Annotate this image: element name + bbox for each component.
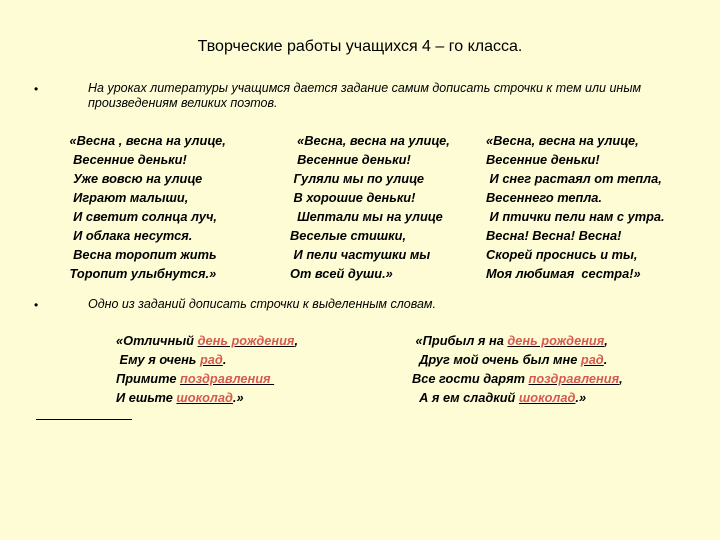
highlighted-word: шоколад — [176, 390, 233, 405]
verse-line: «Прибыл я на день рождения, — [412, 333, 608, 348]
poem-line: Играют малыши, — [66, 190, 189, 205]
highlighted-word: поздравления — [180, 371, 275, 386]
poem-line: Шептали мы на улице — [290, 209, 443, 224]
poem-line: И пели частушки мы — [290, 247, 431, 262]
poem-line: Веселые стишки, — [290, 228, 407, 243]
verse-line: Примите поздравления — [116, 371, 275, 386]
poem-line: И светит солнца луч, — [66, 209, 217, 224]
highlighted-word: рад — [199, 352, 223, 367]
poem-line: В хорошие деньки! — [290, 190, 416, 205]
poem-line: Весна торопит жить — [66, 247, 217, 262]
poem-line: И облака несутся. — [66, 228, 193, 243]
poem-line: «Весна, весна на улице, — [290, 133, 450, 148]
poem-line: Моя любимая сестра!» — [486, 266, 641, 281]
completed-verse-2 — [412, 331, 623, 407]
poem-2 — [290, 131, 450, 283]
highlighted-word: поздравления — [528, 371, 620, 386]
poem-line: Гуляли мы по улице — [290, 171, 424, 186]
poem-line: «Весна, весна на улице, — [486, 133, 639, 148]
verse-line: «Отличный день рождения, — [116, 333, 299, 348]
bullet-marker: • — [34, 298, 39, 312]
poem-line: От всей души.» — [290, 266, 393, 281]
poem-line: Весна! Весна! Весна! — [486, 228, 622, 243]
poem-line: Весенние деньки! — [486, 152, 600, 167]
poem-line: И снег растаял от тепла, — [486, 171, 662, 186]
completed-verse-1 — [116, 331, 298, 407]
verse-line: Ему я очень рад. — [116, 352, 227, 367]
verse-line: И ешьте шоколад.» — [116, 390, 244, 405]
verse-line: Друг мой очень был мне рад. — [412, 352, 608, 367]
poem-line: Уже вовсю на улице — [66, 171, 203, 186]
highlighted-word: день рождения — [197, 333, 295, 348]
horizontal-rule — [36, 419, 132, 420]
poem-line: Весенние деньки! — [290, 152, 411, 167]
bullet-marker: • — [34, 82, 39, 96]
highlighted-word: день рождения — [507, 333, 605, 348]
page-title: Творческие работы учащихся 4 – го класса. — [197, 38, 523, 55]
poem-line: Весеннего тепла. — [486, 190, 602, 205]
poem-line: Весенние деньки! — [66, 152, 187, 167]
verse-line: А я ем сладкий шоколад.» — [412, 390, 587, 405]
verse-line: Все гости дарят поздравления, — [412, 371, 623, 386]
highlighted-word: шоколад — [518, 390, 576, 405]
intro-paragraph: На уроках литературы учащимся дается задание самим дописать строчки к тем или иным произведениям великих поэтов. — [88, 81, 642, 110]
poem-line: «Весна , весна на улице, — [66, 133, 226, 148]
task-paragraph: Одно из заданий дописать строчки к выделенным словам. — [88, 297, 436, 311]
poem-line: И птички пели нам с утра. — [486, 209, 665, 224]
highlighted-word: рад — [580, 352, 604, 367]
poem-line: Торопит улыбнутся.» — [66, 266, 217, 281]
poem-3 — [486, 131, 665, 283]
poem-line: Скорей проснись и ты, — [486, 247, 638, 262]
poem-1 — [66, 131, 226, 283]
